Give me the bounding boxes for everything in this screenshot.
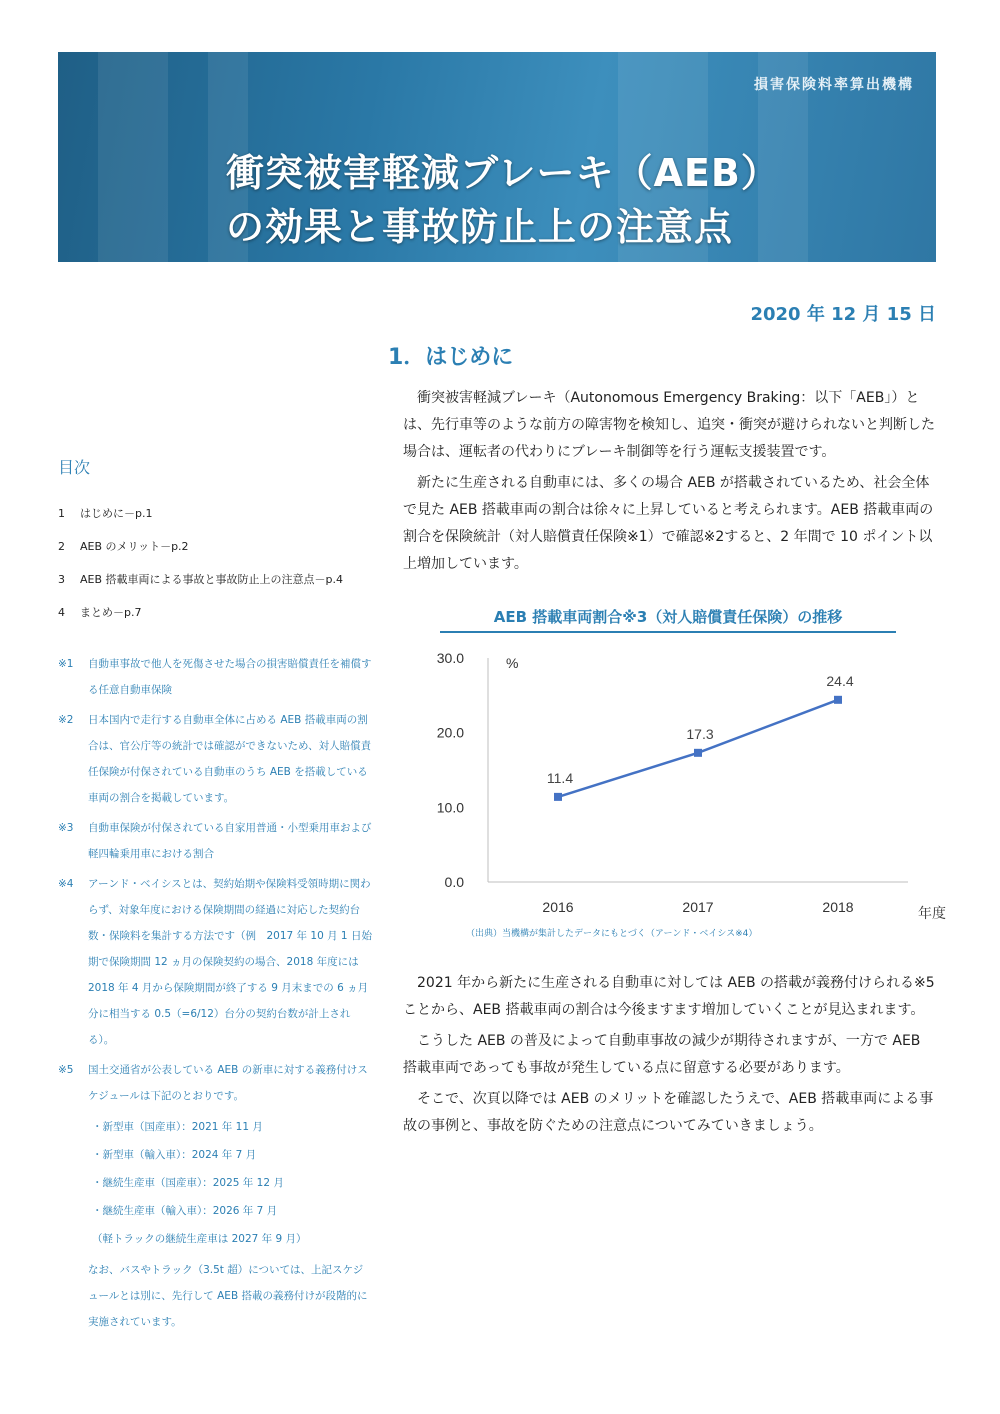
schedule-item: ・継続生産車（輸入車）：2026 年 7 月 [92,1205,278,1217]
paragraph: 2021 年から新たに生産される自動車に対しては AEB の搭載が義務付けられる※5ことから、AEB 搭載車両の割合は今後ますます増加していくことが見込まれます。 [403,975,935,1018]
toc-item[interactable] [58,506,373,522]
aeb-schedule-list [58,1113,373,1253]
y-tick-label: 20.0 [436,724,464,741]
footnote-key: ※2 [58,714,74,726]
toc-item-label: AEB 搭載車両による事故と事故防止上の注意点－p.4 [80,573,343,586]
footnote-key: ※3 [58,822,74,834]
footnote-tail: なお、バスやトラック（3.5t 超）については、上記スケジュールとは別に、先行して AEB 搭載の義務付けが段階的に実施されています。 [88,1264,368,1328]
chart-source: （出典）当機構が集計したデータにもとづく（アーンド・ベイシス※4） [466,929,758,939]
document-title-line2: の効果と事故防止上の注意点 [226,205,734,249]
data-label: 11.4 [546,769,574,786]
footnote-text: アーンド・ベイシスとは、契約始期や保険料受領時期に関わらず、対象年度における保険期間の経過に対応した契約台数・保険料を集計する方法です（例 2017 年 10 月 1 日始期で保険期間 12 ヵ月の保険契約の場合、2018 年度には 2018 年 4 月から保険期間が終了する 9 月末までの 6 ヵ月分に相当する 0.5（=6/12）台分の契約台数が計上される）。 [88,878,372,1046]
footnotes [58,651,373,1109]
schedule-item: ・継続生産車（国産車）：2025 年 12 月 [92,1177,284,1189]
footnote [58,871,373,1053]
schedule-item: ・新型車（国産車）：2021 年 11 月 [92,1121,263,1133]
y-tick-label: 0.0 [444,874,464,890]
paragraph: 新たに生産される自動車には、多くの場合 AEB が搭載されているため、社会全体で見た AEB 搭載車両の割合は徐々に上昇していると考えられます。AEB 搭載車両の割合を保険統計（対人賠償責任保険※1）で確認※2すると、2 年間で 10 ポイント以上増加しています。 [403,475,934,572]
footnote-text: 日本国内で走行する自動車全体に占める AEB 搭載車両の割合は、官公庁等の統計では確認ができないため、対人賠償責任保険が付保されている自動車のうち AEB を搭載している車両の割合を掲載しています。 [88,714,372,804]
footnote [58,707,373,811]
toc-item-label: AEB のメリット－p.2 [80,540,189,553]
main-content-continued [388,970,936,1144]
data-label: 24.4 [826,672,854,689]
paragraph: そこで、次頁以降では AEB のメリットを確認したうえで、AEB 搭載車両による事故の事例と、事故を防ぐための注意点についてみていきましょう。 [403,1091,934,1134]
footnote [58,651,373,703]
toc-list [58,506,373,621]
footnote-text: 国土交通省が公表している AEB の新車に対する義務付けスケジュールは下記のとおりです。 [88,1064,368,1102]
sidebar [58,455,373,1335]
title-banner [58,52,936,262]
data-point [834,696,842,704]
banner-stripe [98,52,168,262]
x-unit-label: 年度 [918,905,946,921]
y-unit-label: % [506,655,519,671]
x-tick-label: 2018 [822,899,854,915]
data-point [554,793,562,801]
footnote-text: 自動車保険が付保されている自家用普通・小型乗用車および軽四輪乗用車における割合 [88,822,372,860]
chart-title: AEB 搭載車両割合※3（対人賠償責任保険）の推移 [440,606,896,633]
footnote-text: 自動車事故で他人を死傷させた場合の損害賠償責任を補償する任意自動車保険 [88,658,372,696]
toc-item-number: 3 [58,573,65,586]
document-title-line1: 衝突被害軽減ブレーキ（AEB） [226,151,780,195]
data-point [694,749,702,757]
y-tick-label: 10.0 [436,799,464,816]
x-tick-label: 2016 [542,899,574,915]
paragraph: こうした AEB の普及によって自動車事故の減少が期待されますが、一方で AEB 搭載車両であっても事故が発生している点に留意する必要があります。 [403,1033,921,1076]
toc-item-number: 4 [58,606,65,619]
footnote [58,1057,373,1109]
x-tick-label: 2017 [682,899,714,915]
y-tick-label: 30.0 [436,650,464,666]
toc-item-number: 2 [58,540,65,553]
section-heading: 1．はじめに [388,345,514,370]
line-chart [408,640,946,925]
series-line [558,700,838,797]
paragraph: 衝突被害軽減ブレーキ（Autonomous Emergency Braking：以下「AEB」）とは、先行車等のような前方の障害物を検知し、追突・衝突が避けられないと判断した場合は、運転者の代わりにブレーキ制御等を行う運転支援装置です。 [403,390,935,460]
schedule-item: ・新型車（輸入車）：2024 年 7 月 [92,1149,257,1161]
footnote [58,815,373,867]
toc-item[interactable] [58,572,373,588]
organization-name: 損害保険料率算出機構 [754,77,914,93]
toc-item[interactable] [58,539,373,555]
footnote-key: ※5 [58,1064,74,1076]
toc-item-number: 1 [58,507,65,520]
footnote-key: ※1 [58,658,74,670]
schedule-item: （軽トラックの継続生産車は 2027 年 9 月） [92,1233,307,1245]
toc-item[interactable] [58,605,373,621]
toc-title: 目次 [58,458,91,477]
data-label: 17.3 [686,725,714,742]
footnote-key: ※4 [58,878,74,890]
publish-date: 2020 年 12 月 15 日 [750,304,936,325]
toc-item-label: はじめに－p.1 [80,507,153,520]
toc-item-label: まとめ－p.7 [80,606,142,619]
main-content [388,340,936,582]
